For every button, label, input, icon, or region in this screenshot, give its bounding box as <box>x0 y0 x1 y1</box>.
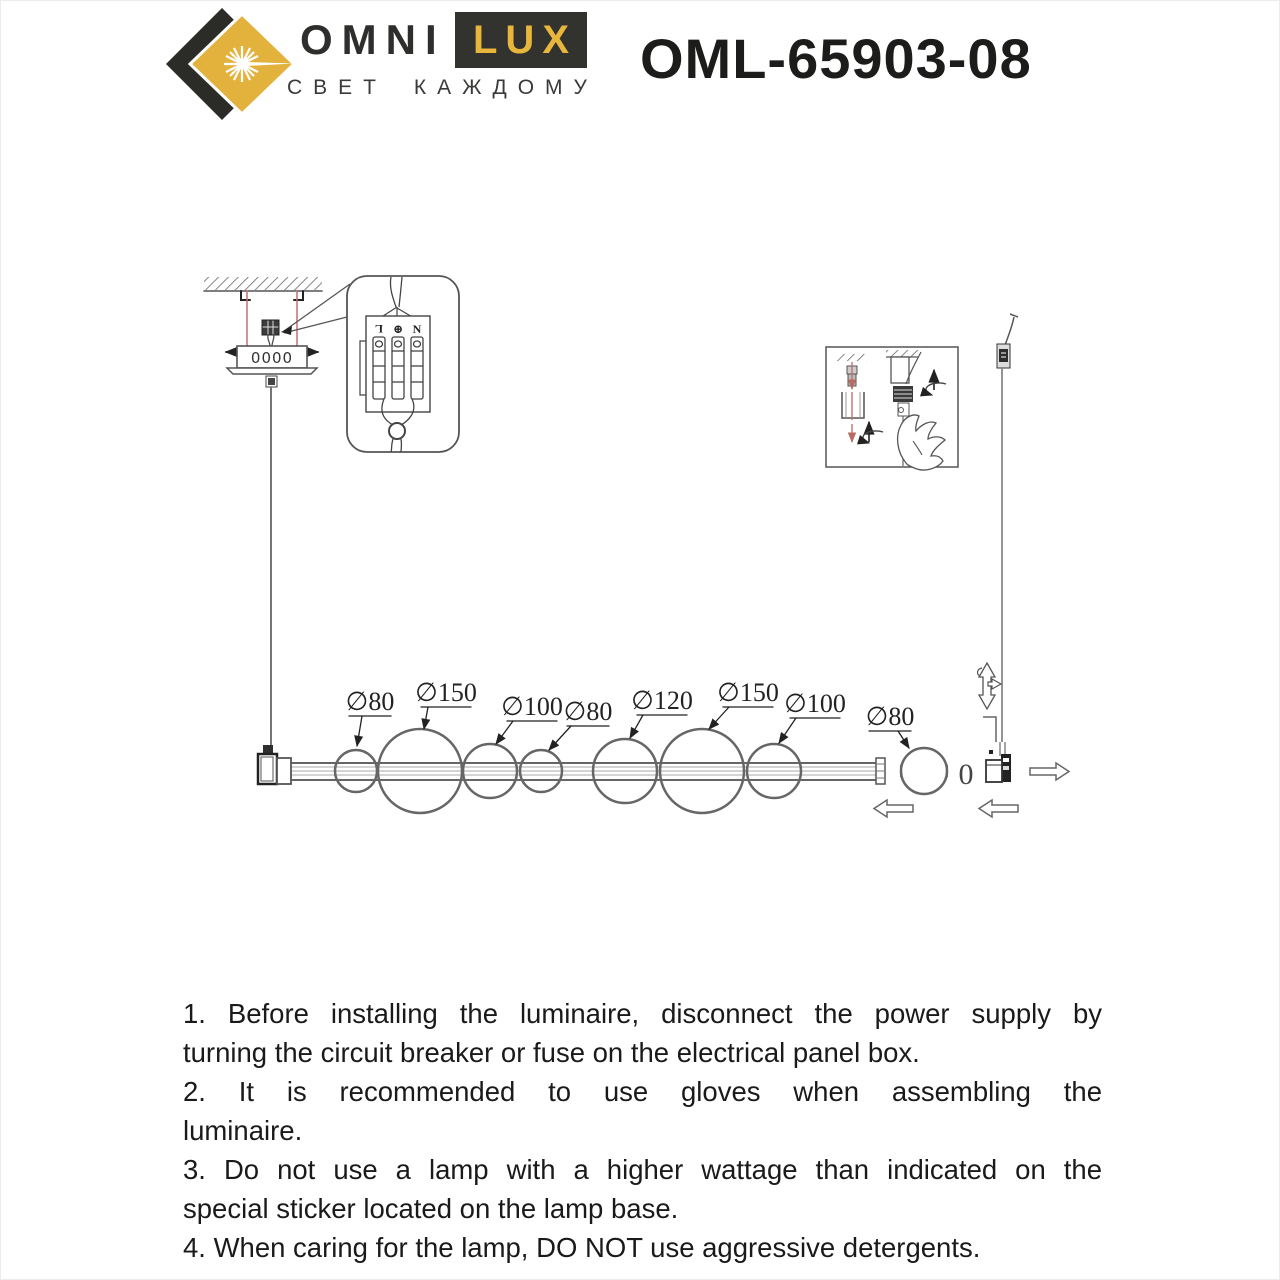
dim-label: ∅120 <box>631 686 693 715</box>
terminal-columns <box>373 337 423 399</box>
ring-marker: 0 <box>958 758 974 791</box>
ceiling-hatch <box>204 277 322 290</box>
brand-tagline: СВЕТ КАЖДОМУ <box>287 76 598 99</box>
sphere-80-detached <box>901 748 947 794</box>
ceiling-mount-detail <box>204 277 322 754</box>
instruction-line: 1. Before installing the luminaire, disconnect the power supply by <box>183 998 1102 1029</box>
dim-label: ∅80 <box>563 697 613 726</box>
slide-left-arrow-icon <box>874 800 913 817</box>
brand-lux-box <box>455 12 587 68</box>
terminal-label-L: L <box>374 322 384 336</box>
model-number: OML-65903-08 <box>640 27 1032 90</box>
brand-lux-text: LUX <box>473 17 577 62</box>
terminal-label-N: N <box>412 322 422 336</box>
instruction-line: 2. It is recommended to use gloves when assembling the <box>183 1076 1102 1107</box>
canopy-marking: 0000 <box>250 349 294 367</box>
instruction-line: luminaire. <box>183 1115 303 1146</box>
instruction-line: 3. Do not use a lamp with a higher wattage than indicated on the <box>183 1154 1102 1185</box>
bar-cable-cap <box>263 745 273 754</box>
slide-left-arrow-icon <box>979 800 1018 817</box>
instruction-line: special sticker located on the lamp base. <box>183 1193 679 1224</box>
end-fitting-box <box>986 760 1002 782</box>
dim-label: ∅100 <box>784 689 846 718</box>
dim-label: ∅150 <box>415 678 477 707</box>
dim-label: ∅100 <box>501 692 563 721</box>
instruction-line: 4. When caring for the lamp, DO NOT use aggressive detergents. <box>183 1232 981 1263</box>
omnilux-logo-icon <box>166 8 296 120</box>
dim-label: ∅80 <box>345 687 395 716</box>
canopy-base <box>227 368 317 374</box>
dim-label: ∅80 <box>865 702 915 731</box>
terminal-label-earth: ⊕ <box>392 322 404 336</box>
instruction-line: turning the circuit breaker or fuse on the electrical panel box. <box>183 1037 920 1068</box>
installation-steps-box <box>826 347 958 470</box>
instructions-text <box>183 994 1102 1267</box>
installation-diagram <box>0 240 1280 900</box>
slide-right-arrow-icon <box>1030 763 1069 780</box>
brand-omni-text: OMNI <box>300 16 446 63</box>
dim-label: ∅150 <box>717 678 779 707</box>
